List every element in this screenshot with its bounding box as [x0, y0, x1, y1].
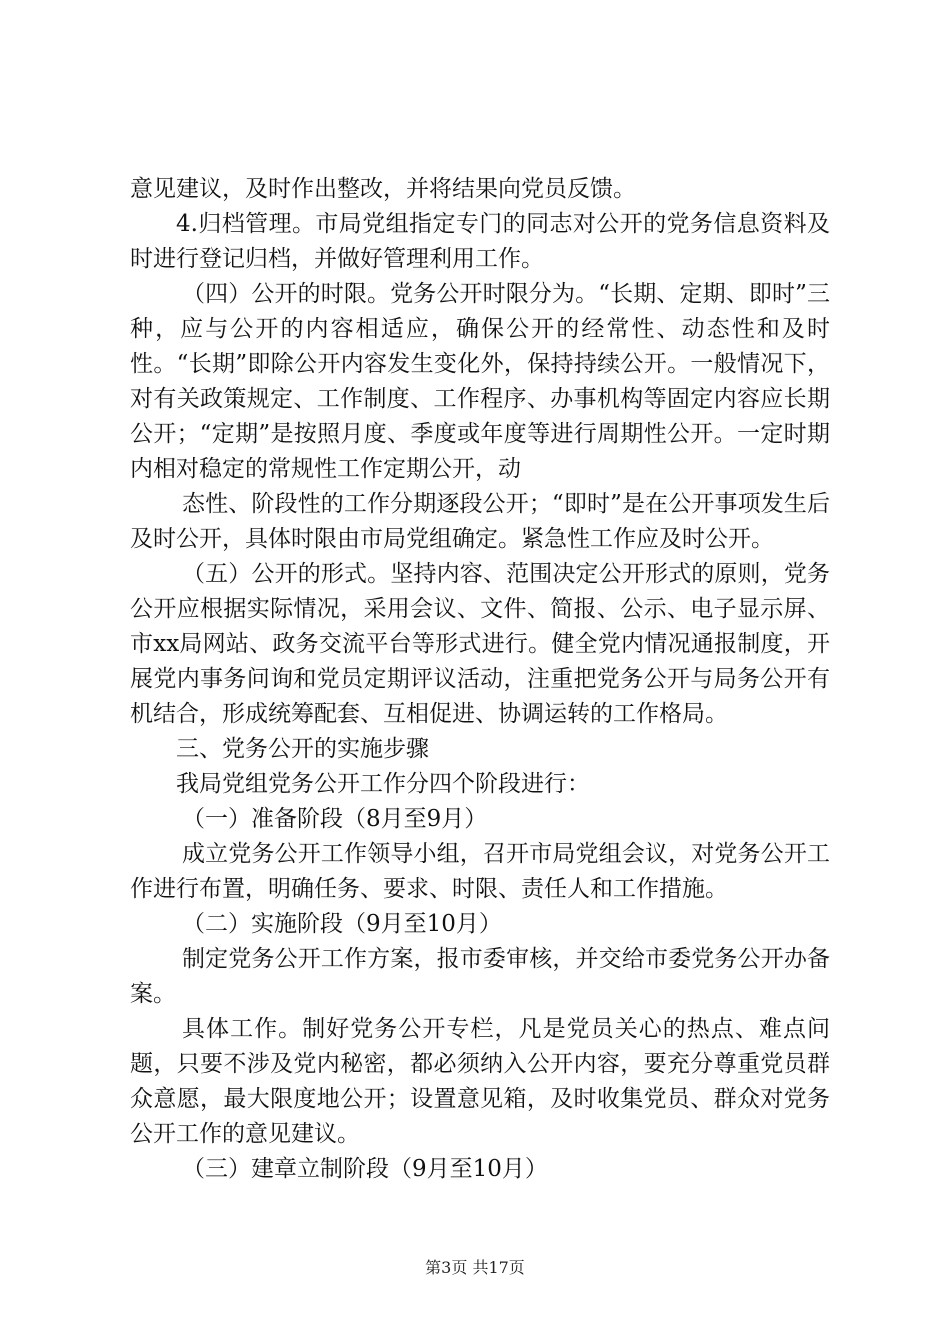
- paragraph-implementation-plan: 制定党务公开工作方案，报市委审核，并交给市委党务公开办备案。: [130, 946, 830, 1007]
- subheading-implementation-stage: （二）实施阶段（9月至10月）: [182, 911, 502, 937]
- document-body: [130, 172, 830, 1187]
- paragraph-specific-work: 具体工作。制好党务公开专栏，凡是党员关心的热点、难点问题，只要不涉及党内秘密，都必须纳入公开内容，要充分尊重党员群众意愿，最大限度地公开；设置意见箱，及时收集党员、群众对党务公开工作的意见建议。: [130, 1016, 830, 1147]
- page-footer: [0, 1258, 950, 1278]
- paragraph-time-limit-continued: 态性、阶段性的工作分期逐段公开；“即时”是在公开事项发生后及时公开，具体时限由市局党组确定。紧急性工作应及时公开。: [130, 491, 830, 552]
- paragraph-four-stages: 我局党组党务公开工作分四个阶段进行：: [176, 771, 590, 797]
- subheading-preparation-stage: （一）准备阶段（8月至9月）: [182, 806, 488, 832]
- paragraph-archive-management: 4.归档管理。市局党组指定专门的同志对公开的党务信息资料及时进行登记归档，并做好管理利用工作。: [130, 211, 830, 272]
- paragraph-disclosure-forms: （五）公开的形式。坚持内容、范围决定公开形式的原则，党务公开应根据实际情况，采用会议、文件、简报、公示、电子显示屏、市xx局网站、政务交流平台等形式进行。健全党内情况通报制度，开展党内事务问询和党员定期评议活动，注重把党务公开与局务公开有机结合，形成统筹配套、互相促进、协调运转的工作格局。: [130, 561, 830, 727]
- section-heading-implementation-steps: 三、党务公开的实施步骤: [176, 736, 429, 762]
- paragraph-feedback-continuation: 意见建议，及时作出整改，并将结果向党员反馈。: [130, 176, 636, 202]
- page-number-label: 第3页 共17页: [425, 1258, 525, 1277]
- subheading-rules-stage: （三）建章立制阶段（9月至10月）: [182, 1156, 548, 1182]
- paragraph-disclosure-time-limit: （四）公开的时限。党务公开时限分为。“长期、定期、即时”三种，应与公开的内容相适应，确保公开的经常性、动态性和及时性。“长期”即除公开内容发生变化外，保持持续公开。一般情况下，对有关政策规定、工作制度、工作程序、办事机构等固定内容应长期公开；“定期”是按照月度、季度或年度等进行周期性公开。一定时期内相对稳定的常规性工作定期公开，动: [130, 281, 830, 482]
- paragraph-preparation-details: 成立党务公开工作领导小组，召开市局党组会议，对党务公开工作进行布置，明确任务、要求、时限、责任人和工作措施。: [130, 841, 830, 902]
